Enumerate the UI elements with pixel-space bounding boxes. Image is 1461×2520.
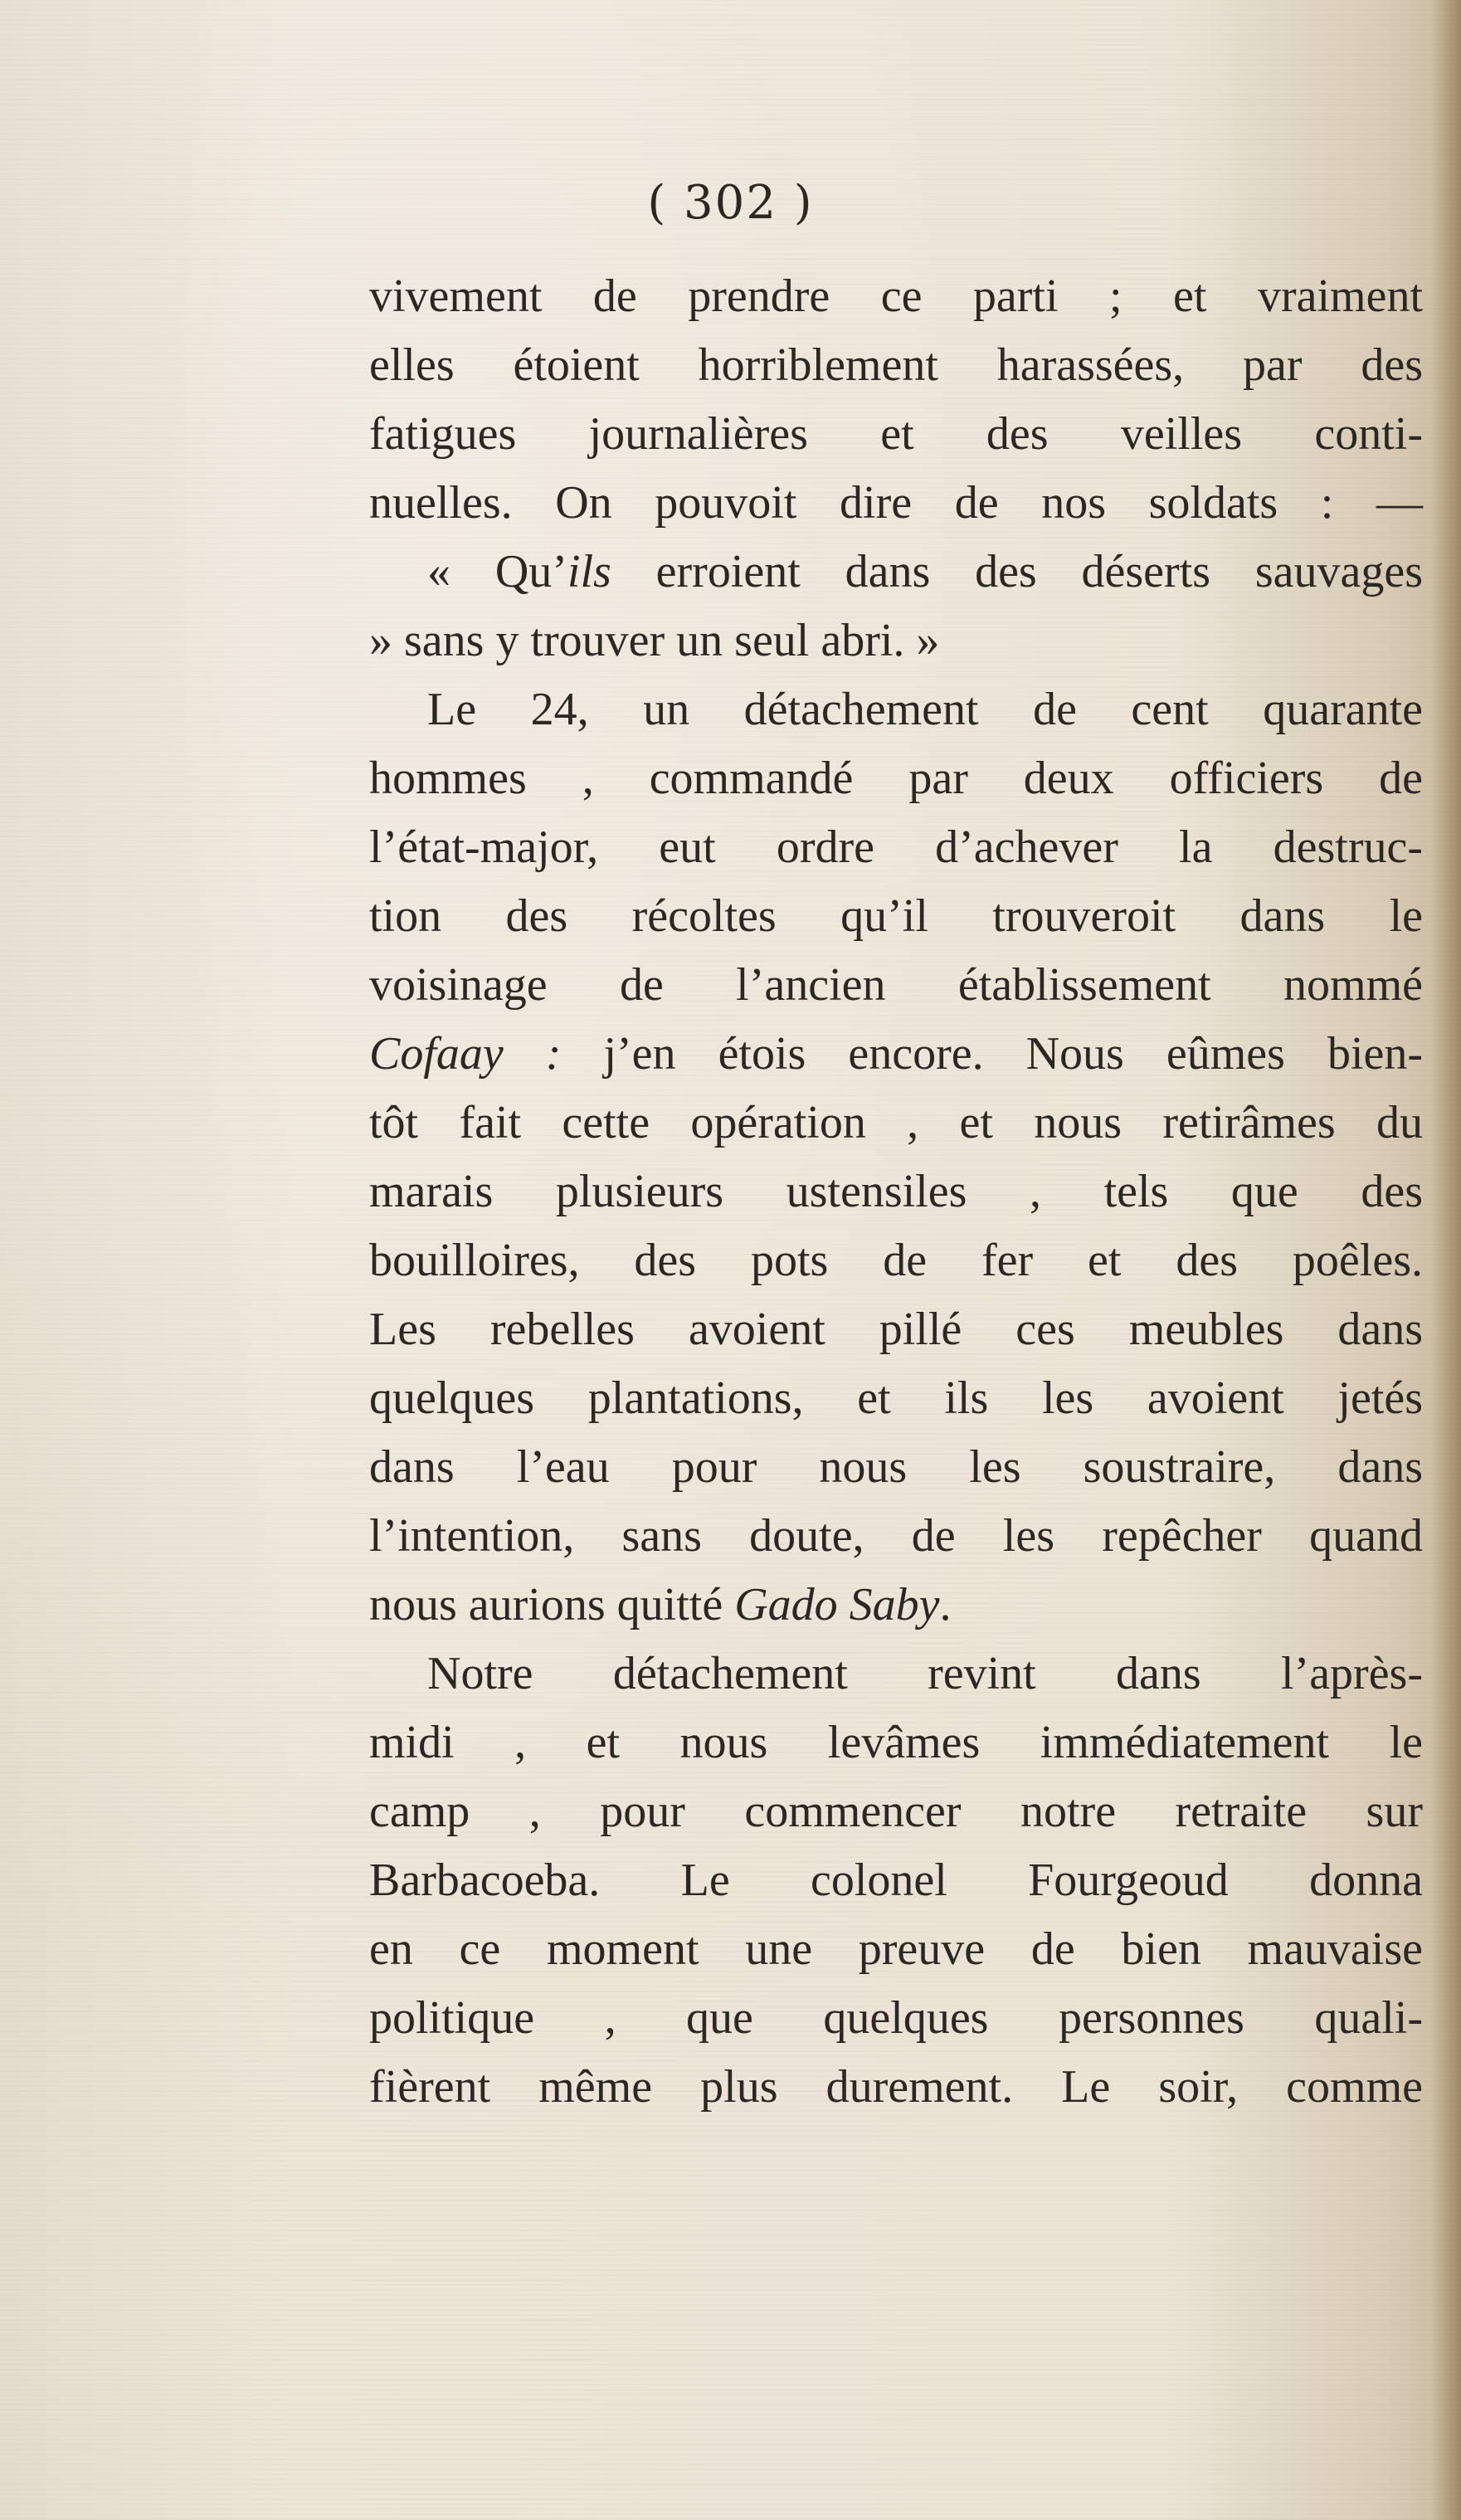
text-line: [369, 1364, 1423, 1433]
text-segment: l’état-major, eut ordre d’achever la destruc-: [369, 821, 1423, 873]
text-segment: erroient dans des déserts sauvages: [611, 546, 1424, 597]
text-segment: quelques plantations, et ils les avoient jetés: [369, 1372, 1423, 1424]
text-line: [369, 1846, 1423, 1915]
text-segment: tôt fait cette opération , et nous retirâmes du: [369, 1097, 1423, 1148]
text-segment: camp , pour commencer notre retraite sur: [369, 1786, 1423, 1837]
text-line: [369, 1777, 1423, 1846]
text-line: [369, 469, 1423, 538]
text-line: [369, 1708, 1423, 1777]
text-line: [369, 607, 1423, 675]
text-line: [369, 262, 1423, 331]
italic-segment: ils: [567, 546, 611, 597]
text-segment: hommes , commandé par deux officiers de: [369, 753, 1423, 804]
text-segment: marais plusieurs ustensiles , tels que des: [369, 1166, 1423, 1217]
text-line: [369, 1433, 1423, 1502]
text-segment: nuelles. On pouvoit dire de nos soldats : —: [369, 477, 1423, 529]
text-line: [369, 951, 1423, 1020]
text-segment: j’en étois encore. Nous eûmes bien-: [561, 1028, 1424, 1080]
text-segment: elles étoient horriblement harassées, par des: [369, 339, 1423, 391]
text-segment: » sans y trouver un seul abri. »: [369, 615, 940, 666]
text-segment: l’intention, sans doute, de les repêcher quand: [369, 1510, 1423, 1562]
text-line: [369, 744, 1423, 813]
body-text: [369, 262, 1423, 2122]
text-segment: voisinage de l’ancien établissement nommé: [369, 959, 1423, 1011]
text-segment: Barbacoeba. Le colonel Fourgeoud donna: [369, 1855, 1423, 1906]
page-number: ( 302 ): [647, 176, 814, 230]
text-segment: dans l’eau pour nous les soustraire, dans: [369, 1441, 1423, 1493]
text-segment: Le 24, un détachement de cent quarante: [427, 684, 1423, 735]
text-segment: « Qu’: [427, 546, 567, 597]
text-segment: .: [939, 1579, 952, 1630]
text-line: [369, 2053, 1423, 2122]
text-line: [369, 1295, 1423, 1364]
text-line: [369, 1226, 1423, 1295]
text-segment: midi , et nous levâmes immédiatement le: [369, 1717, 1423, 1768]
text-line: [369, 1020, 1423, 1089]
text-segment: fatigues journalières et des veilles conti-: [369, 408, 1423, 460]
text-segment: vivement de prendre ce parti ; et vraiment: [369, 271, 1423, 322]
text-segment: bouilloires, des pots de fer et des poêles.: [369, 1235, 1423, 1286]
text-line: [369, 1158, 1423, 1226]
italic-segment: Cofaay :: [369, 1028, 562, 1080]
text-line: [369, 882, 1423, 951]
text-segment: Notre détachement revint dans l’après-: [427, 1648, 1423, 1699]
text-line: [369, 331, 1423, 400]
text-segment: politique , que quelques personnes quali-: [369, 1992, 1423, 2044]
text-line: [369, 675, 1423, 744]
text-segment: en ce moment une preuve de bien mauvaise: [369, 1923, 1423, 1975]
text-line: [369, 400, 1423, 469]
text-line: [369, 538, 1423, 607]
page-edge-shadow: [1431, 0, 1461, 2520]
text-line: [369, 1640, 1423, 1708]
text-line: [369, 1089, 1423, 1158]
text-line: [369, 1984, 1423, 2053]
text-segment: nous aurions quitté: [369, 1579, 735, 1630]
text-segment: Les rebelles avoient pillé ces meubles dans: [369, 1304, 1423, 1355]
text-line: [369, 1571, 1423, 1640]
text-line: [369, 1502, 1423, 1571]
text-segment: fièrent même plus durement. Le soir, comme: [369, 2061, 1423, 2113]
text-line: [369, 813, 1423, 882]
italic-segment: Gado Saby: [734, 1579, 940, 1630]
text-line: [369, 1915, 1423, 1984]
text-segment: tion des récoltes qu’il trouveroit dans le: [369, 890, 1423, 942]
